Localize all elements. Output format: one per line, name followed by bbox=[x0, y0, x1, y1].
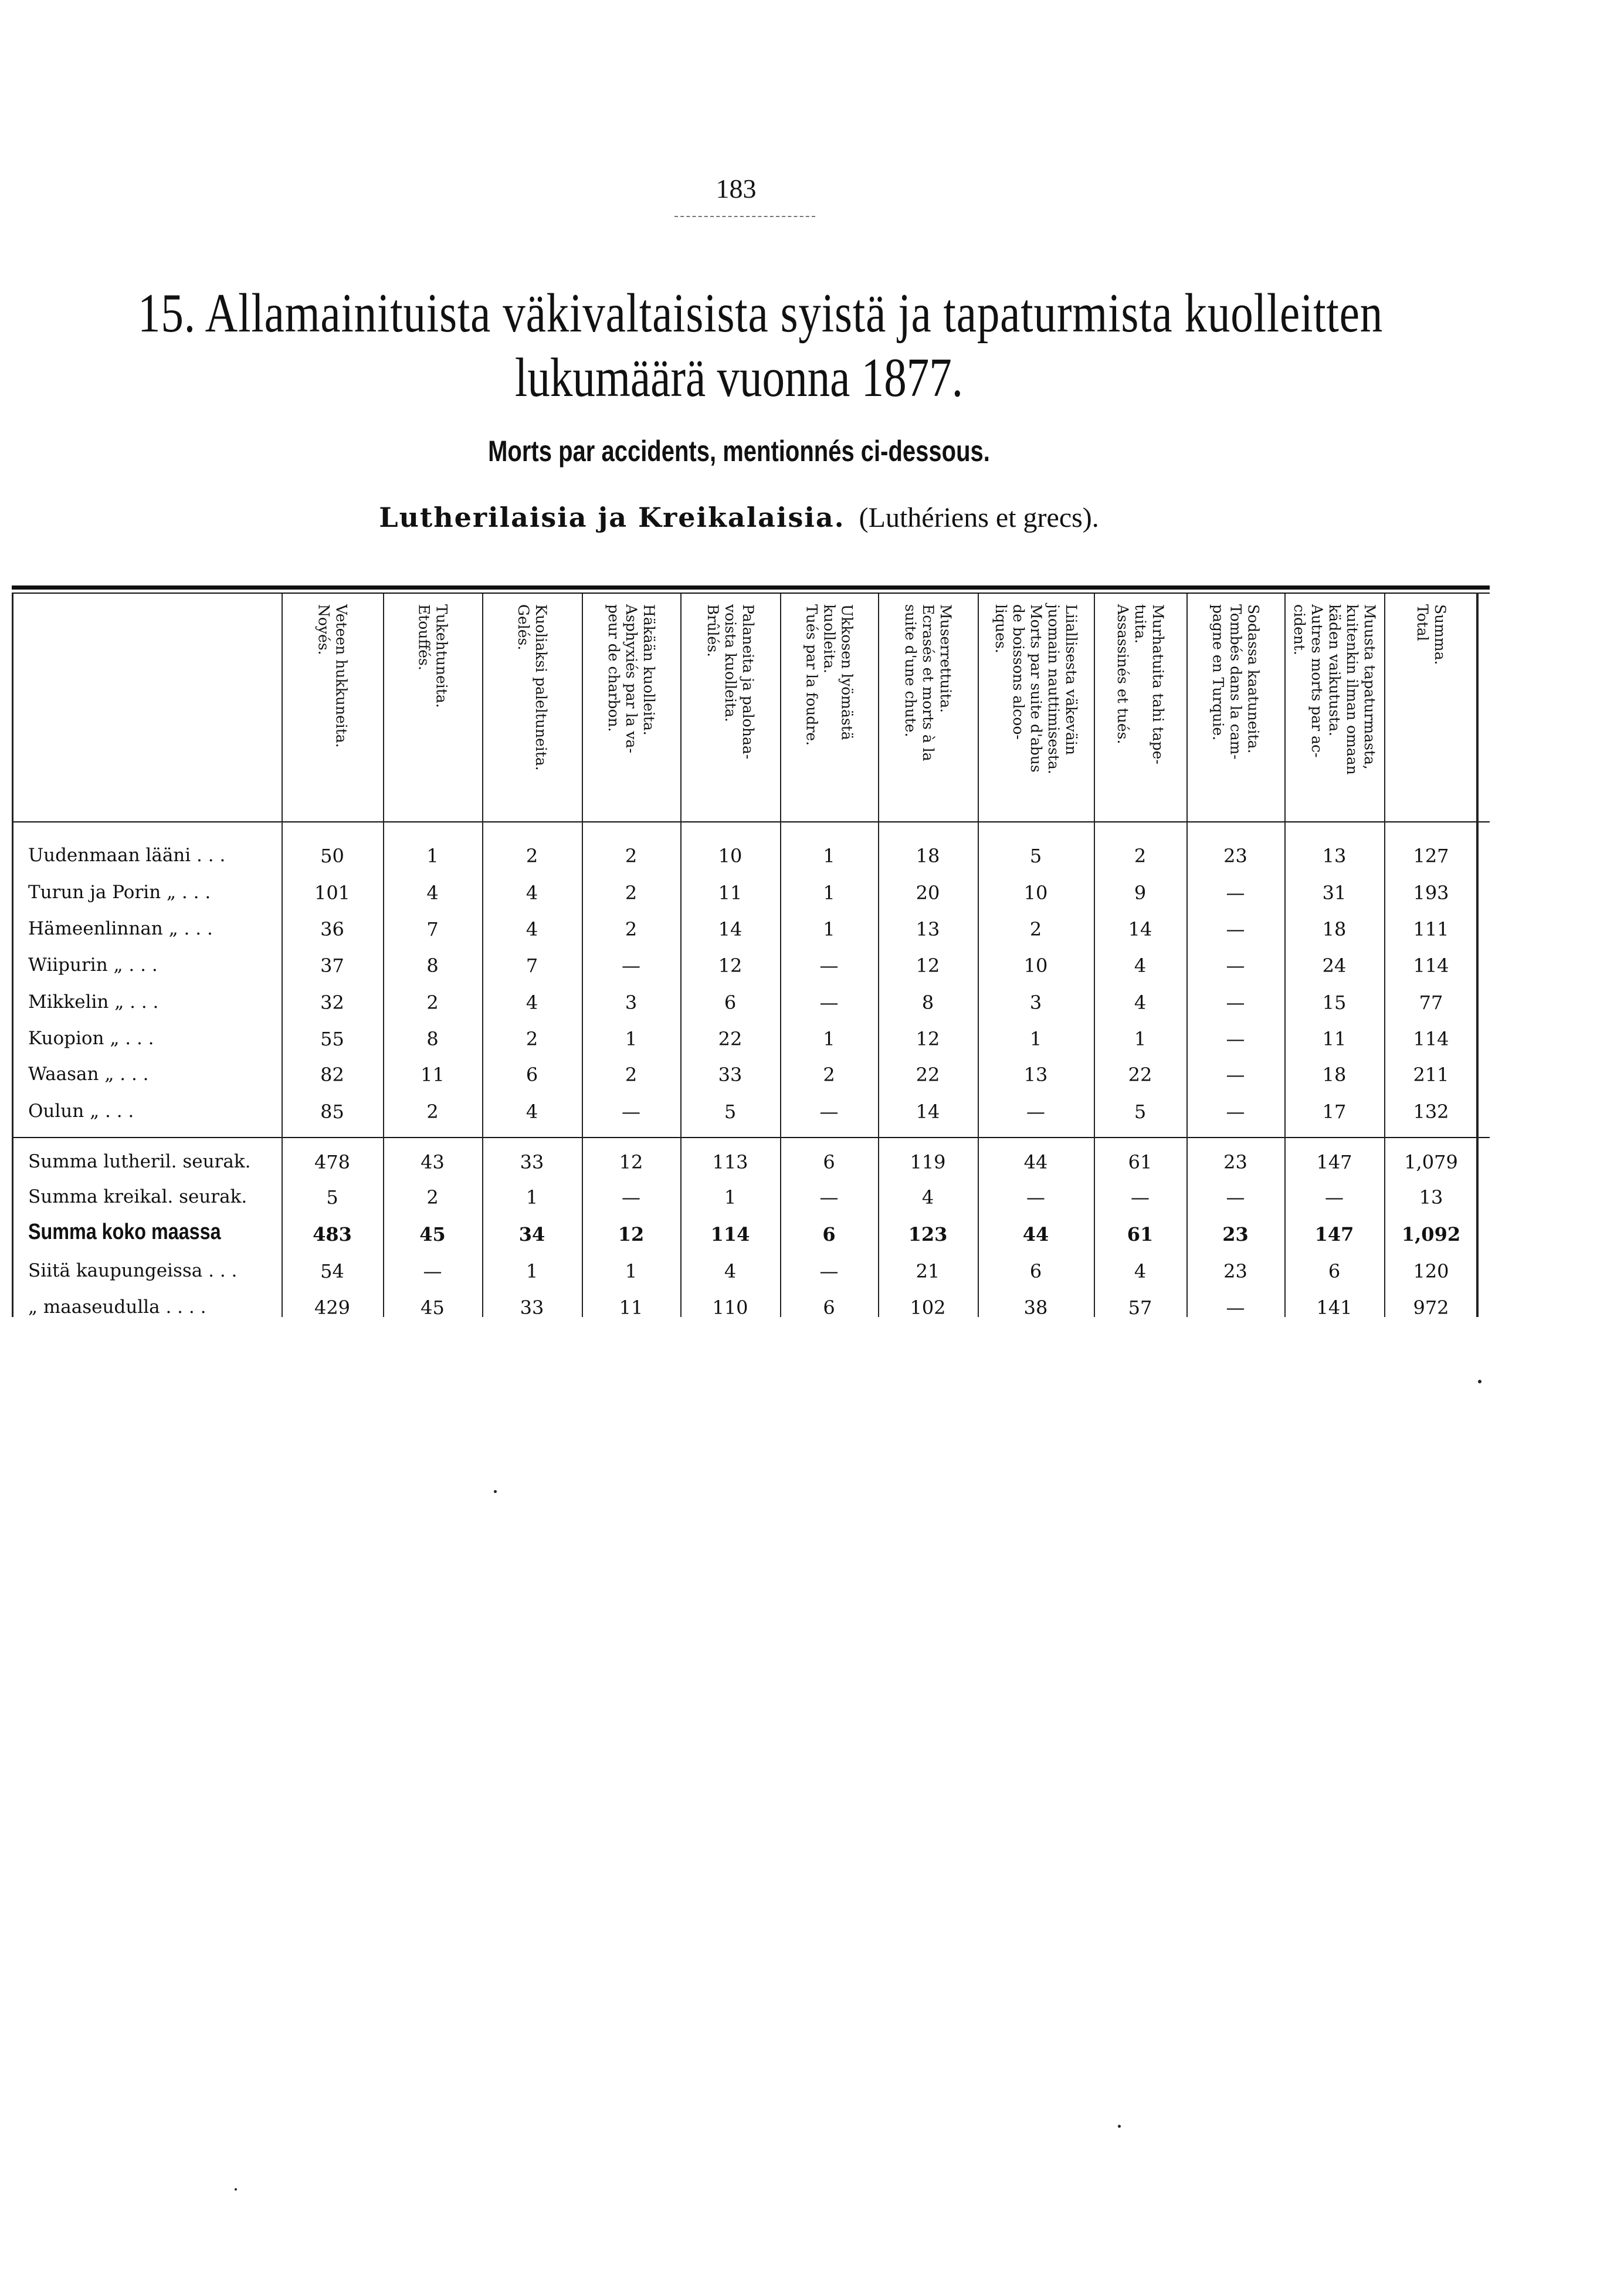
table-cell: 12 bbox=[619, 1151, 643, 1173]
column-header-text: Summa. Total bbox=[1414, 604, 1449, 665]
table-cell: — bbox=[1226, 1186, 1245, 1208]
table-cell: 13 bbox=[1023, 1064, 1048, 1086]
table-cell: 6 bbox=[1328, 1260, 1341, 1282]
table-cell: 22 bbox=[1128, 1064, 1152, 1086]
table-cell: 10 bbox=[1023, 882, 1048, 904]
table-cell: 2 bbox=[625, 1064, 638, 1086]
column-header bbox=[680, 604, 780, 815]
table-cell: 4 bbox=[1134, 991, 1147, 1014]
table-cell: — bbox=[819, 1101, 839, 1123]
table-cell: 1 bbox=[625, 1028, 638, 1050]
table-cell: 10 bbox=[718, 845, 743, 867]
table-cell: 1 bbox=[525, 1186, 538, 1208]
table-cell: — bbox=[819, 1260, 839, 1282]
table-cell: 1 bbox=[823, 918, 835, 940]
column-header-text: Ukkosen lyömästä kuolleita. Tués par la foudre. bbox=[803, 604, 856, 746]
table-cell: 1 bbox=[625, 1260, 638, 1282]
table-cell: 54 bbox=[320, 1260, 344, 1282]
group-heading-french: (Luthériens et grecs). bbox=[859, 502, 1099, 533]
table-cell: 211 bbox=[1413, 1064, 1449, 1086]
table-cell: 2 bbox=[525, 1028, 538, 1050]
row-label: „ maaseudulla . . . . bbox=[28, 1296, 206, 1318]
row-label: Kuopion „ . . . bbox=[28, 1028, 154, 1049]
table-cell: 101 bbox=[314, 882, 351, 904]
column-header bbox=[482, 604, 582, 815]
table-cell: — bbox=[819, 991, 839, 1014]
table-cell: 14 bbox=[1128, 918, 1152, 940]
table-cell: — bbox=[622, 954, 640, 977]
row-label: Wiipurin „ . . . bbox=[28, 954, 158, 976]
row-label: Summa lutheril. seurak. bbox=[28, 1151, 251, 1172]
table-cell: — bbox=[622, 1186, 640, 1208]
table-cell: 55 bbox=[320, 1028, 344, 1050]
subtitle: Morts par accidents, mentionnés ci-dessous. bbox=[488, 435, 990, 468]
row-label: Waasan „ . . . bbox=[28, 1064, 149, 1085]
table-cell: 483 bbox=[313, 1223, 352, 1245]
row-label: Turun ja Porin „ . . . bbox=[28, 882, 211, 903]
table-cell: 147 bbox=[1314, 1223, 1354, 1245]
table-cell: — bbox=[1226, 882, 1245, 904]
table-cell: 2 bbox=[426, 991, 439, 1014]
table-cell: 2 bbox=[426, 1186, 439, 1208]
table-cell: 18 bbox=[1322, 918, 1347, 940]
table-cell: — bbox=[1226, 918, 1245, 940]
table-cell: 1,092 bbox=[1401, 1223, 1461, 1245]
group-heading bbox=[0, 502, 1478, 534]
table-cell: 114 bbox=[710, 1223, 750, 1245]
table-cell: 23 bbox=[1223, 845, 1247, 867]
table-cell: 111 bbox=[1413, 918, 1449, 940]
table-cell: 2 bbox=[625, 882, 638, 904]
table-cell: 77 bbox=[1419, 991, 1443, 1014]
table-cell: 23 bbox=[1223, 1151, 1247, 1173]
table-cell: 4 bbox=[724, 1260, 737, 1282]
table-cell: 17 bbox=[1322, 1101, 1347, 1123]
table-cell: 147 bbox=[1316, 1151, 1352, 1173]
column-header-text: Häkään kuolleita. Asphyxiés par la va- peur de charbon. bbox=[605, 604, 657, 753]
row-label: Siitä kaupungeissa . . . bbox=[28, 1260, 238, 1281]
table-cell: 1,079 bbox=[1404, 1151, 1458, 1173]
title-line-2: lukumäärä vuonna 1877. bbox=[514, 347, 964, 408]
row-label: Oulun „ . . . bbox=[28, 1101, 134, 1122]
table-cell: 141 bbox=[1316, 1296, 1352, 1319]
table-cell: 114 bbox=[1413, 1028, 1449, 1050]
row-label: Summa kreikal. seurak. bbox=[28, 1186, 248, 1207]
table-cell: 23 bbox=[1223, 1260, 1247, 1282]
table-cell: 10 bbox=[1023, 954, 1048, 977]
table-cell: 4 bbox=[525, 882, 538, 904]
table-cell: 110 bbox=[712, 1296, 748, 1319]
table-top-rule-thin bbox=[12, 593, 1490, 594]
column-header bbox=[582, 604, 680, 815]
table-cell: 4 bbox=[525, 991, 538, 1014]
table-cell: 36 bbox=[320, 918, 344, 940]
column-header bbox=[282, 604, 383, 815]
table-cell: 2 bbox=[426, 1101, 439, 1123]
table-cell: 429 bbox=[314, 1296, 351, 1319]
table-cell: 33 bbox=[520, 1296, 544, 1319]
column-header-text: Liiallisesta väkeväin juomain nauttimisesta. Morts par suite d'abus de boissons alcoo- liques. bbox=[992, 604, 1080, 774]
table-cell: — bbox=[622, 1101, 640, 1123]
table-cell: 11 bbox=[421, 1064, 445, 1086]
table-cell: 5 bbox=[326, 1186, 338, 1208]
table-cell: 50 bbox=[320, 845, 344, 867]
table-cell: 2 bbox=[625, 918, 638, 940]
table-cell: 37 bbox=[320, 954, 344, 977]
table-cell: 113 bbox=[712, 1151, 748, 1173]
column-header bbox=[1094, 604, 1186, 815]
table-cell: 4 bbox=[1134, 954, 1147, 977]
table-cell: 22 bbox=[916, 1064, 940, 1086]
title-line-1: 15. Allamainituista väkivaltaisista syistä ja tapaturmista kuolleitten bbox=[138, 283, 1384, 344]
table-cell: — bbox=[1226, 1064, 1245, 1086]
table-cell: 33 bbox=[718, 1064, 743, 1086]
column-header bbox=[780, 604, 878, 815]
table-cell: 45 bbox=[421, 1296, 445, 1319]
table-cell: 44 bbox=[1022, 1223, 1049, 1245]
table-cell: 972 bbox=[1413, 1296, 1449, 1319]
column-header bbox=[1384, 604, 1478, 815]
table-cell: 4 bbox=[525, 918, 538, 940]
row-label: Hämeenlinnan „ . . . bbox=[28, 918, 213, 939]
table-cell: 23 bbox=[1222, 1223, 1249, 1245]
table-cell: 6 bbox=[724, 991, 737, 1014]
table-cell: 102 bbox=[910, 1296, 946, 1319]
table-cell: 7 bbox=[525, 954, 538, 977]
table-cell: — bbox=[1131, 1186, 1150, 1208]
table-cell: 82 bbox=[320, 1064, 344, 1086]
table-cell: 1 bbox=[823, 882, 835, 904]
table-cell: 5 bbox=[1134, 1101, 1147, 1123]
table-cell: 33 bbox=[520, 1151, 544, 1173]
column-header-text: Palaneita ja palohaa- voista kuolleita. Brûlés. bbox=[704, 604, 757, 760]
row-label: Mikkelin „ . . . bbox=[28, 991, 159, 1013]
table-cell: 2 bbox=[1134, 845, 1147, 867]
column-header-text: Kuoliaksi paleltuneita. Gelés. bbox=[515, 604, 550, 771]
group-heading-finnish: Lutherilaisia ja Kreikalaisia. bbox=[379, 502, 845, 533]
table-cell: 6 bbox=[1029, 1260, 1042, 1282]
table-cell: 9 bbox=[1134, 882, 1147, 904]
table-cell: 11 bbox=[619, 1296, 643, 1319]
table-cell: 3 bbox=[625, 991, 638, 1014]
table-cell: 13 bbox=[1419, 1186, 1443, 1208]
table-cell: 18 bbox=[1322, 1064, 1347, 1086]
table-cell: 193 bbox=[1413, 882, 1449, 904]
table-left-border bbox=[12, 593, 13, 1317]
table-cell: 2 bbox=[525, 845, 538, 867]
column-header bbox=[878, 604, 978, 815]
speck bbox=[1478, 1380, 1481, 1383]
table-cell: 7 bbox=[426, 918, 439, 940]
table-cell: — bbox=[1226, 1296, 1245, 1319]
table-cell: — bbox=[1026, 1101, 1045, 1123]
table-cell: 14 bbox=[916, 1101, 940, 1123]
column-header-text: Murhatuita tahi tape- tuita. Assassinés et tués. bbox=[1114, 604, 1167, 764]
table-cell: 1 bbox=[1134, 1028, 1147, 1050]
table-cell: 11 bbox=[718, 882, 743, 904]
table-cell: 6 bbox=[822, 1223, 836, 1245]
column-header-text: Veteen hukkuneita. Noyés. bbox=[315, 604, 350, 748]
table-cell: 5 bbox=[1029, 845, 1042, 867]
column-header-text: Muserrettuita. Ecrasés et morts à la suite d'une chute. bbox=[902, 604, 954, 761]
table-cell: 57 bbox=[1128, 1296, 1152, 1319]
table-cell: 32 bbox=[320, 991, 344, 1014]
table-cell: 132 bbox=[1413, 1101, 1449, 1123]
table-cell: 12 bbox=[618, 1223, 645, 1245]
table-cell: 127 bbox=[1413, 845, 1449, 867]
table-cell: 20 bbox=[916, 882, 940, 904]
column-header-text: Sodassa kaatuneita. Tombés dans la cam- pagne en Turquie. bbox=[1209, 604, 1262, 760]
table-cell: 38 bbox=[1023, 1296, 1048, 1319]
table-cell: 45 bbox=[419, 1223, 446, 1245]
column-header-text: Tukehtuneita. Etouffés. bbox=[415, 604, 450, 708]
table-cell: 123 bbox=[908, 1223, 948, 1245]
table-cell: 1 bbox=[823, 845, 835, 867]
table-cell: 4 bbox=[921, 1186, 934, 1208]
page-number-rule bbox=[674, 216, 815, 217]
table-cell: 8 bbox=[426, 954, 439, 977]
column-header bbox=[978, 604, 1094, 815]
summary-separator-rule bbox=[12, 1137, 1490, 1138]
table-cell: 12 bbox=[916, 1028, 940, 1050]
table-cell: 114 bbox=[1413, 954, 1449, 977]
table-cell: — bbox=[1325, 1186, 1344, 1208]
table-cell: 21 bbox=[916, 1260, 940, 1282]
table-cell: — bbox=[1226, 1101, 1245, 1123]
table-cell: 120 bbox=[1413, 1260, 1449, 1282]
table-cell: 24 bbox=[1322, 954, 1347, 977]
table-cell: 4 bbox=[1134, 1260, 1147, 1282]
table-cell: 478 bbox=[314, 1151, 351, 1173]
table-top-rule bbox=[12, 585, 1490, 590]
table-cell: 34 bbox=[518, 1223, 545, 1245]
table-cell: 4 bbox=[525, 1101, 538, 1123]
table-cell: 31 bbox=[1322, 882, 1347, 904]
table-cell: 18 bbox=[916, 845, 940, 867]
page-number: 183 bbox=[716, 174, 757, 204]
table-cell: — bbox=[819, 1186, 839, 1208]
table-cell: 1 bbox=[426, 845, 439, 867]
table-cell: 119 bbox=[910, 1151, 946, 1173]
column-header-text: Muusta tapaturmasta, kuitenkin ilman omaan käden vaikutusta. Autres morts par ac- cident. bbox=[1291, 604, 1378, 775]
table-cell: 13 bbox=[1322, 845, 1347, 867]
table-cell: — bbox=[1226, 991, 1245, 1014]
row-label: Uudenmaan lääni . . . bbox=[28, 845, 226, 866]
table-cell: 12 bbox=[718, 954, 743, 977]
table-cell: 6 bbox=[823, 1296, 835, 1319]
table-cell: 2 bbox=[1029, 918, 1042, 940]
column-header bbox=[383, 604, 482, 815]
table-cell: 61 bbox=[1127, 1223, 1154, 1245]
table-cell: 1 bbox=[525, 1260, 538, 1282]
table-cell: 43 bbox=[421, 1151, 445, 1173]
speck bbox=[494, 1490, 497, 1493]
table-cell: 44 bbox=[1023, 1151, 1048, 1173]
table-cell: 5 bbox=[724, 1101, 737, 1123]
table-cell: — bbox=[423, 1260, 442, 1282]
row-label: Summa koko maassa bbox=[28, 1220, 221, 1244]
speck bbox=[235, 2188, 237, 2191]
table-cell: 61 bbox=[1128, 1151, 1152, 1173]
table-cell: 1 bbox=[1029, 1028, 1042, 1050]
table-cell: 2 bbox=[625, 845, 638, 867]
table-cell: — bbox=[1226, 954, 1245, 977]
table-cell: 15 bbox=[1322, 991, 1347, 1014]
table-cell: — bbox=[819, 954, 839, 977]
table-cell: — bbox=[1226, 1028, 1245, 1050]
speck bbox=[1118, 2125, 1121, 2128]
table-cell: 4 bbox=[426, 882, 439, 904]
table-cell: 2 bbox=[823, 1064, 835, 1086]
table-cell: 8 bbox=[426, 1028, 439, 1050]
table-cell: 6 bbox=[525, 1064, 538, 1086]
table-cell: 12 bbox=[916, 954, 940, 977]
table-cell: 14 bbox=[718, 918, 743, 940]
table-cell: 1 bbox=[823, 1028, 835, 1050]
table-cell: 13 bbox=[916, 918, 940, 940]
table-cell: — bbox=[1026, 1186, 1045, 1208]
table-cell: 3 bbox=[1029, 991, 1042, 1014]
table-cell: 11 bbox=[1322, 1028, 1347, 1050]
header-bottom-rule bbox=[12, 821, 1490, 822]
column-header bbox=[1284, 604, 1384, 815]
table-cell: 22 bbox=[718, 1028, 743, 1050]
table-cell: 1 bbox=[724, 1186, 737, 1208]
column-header bbox=[1186, 604, 1284, 815]
table-cell: 85 bbox=[320, 1101, 344, 1123]
table-cell: 8 bbox=[921, 991, 934, 1014]
table-cell: 6 bbox=[823, 1151, 835, 1173]
